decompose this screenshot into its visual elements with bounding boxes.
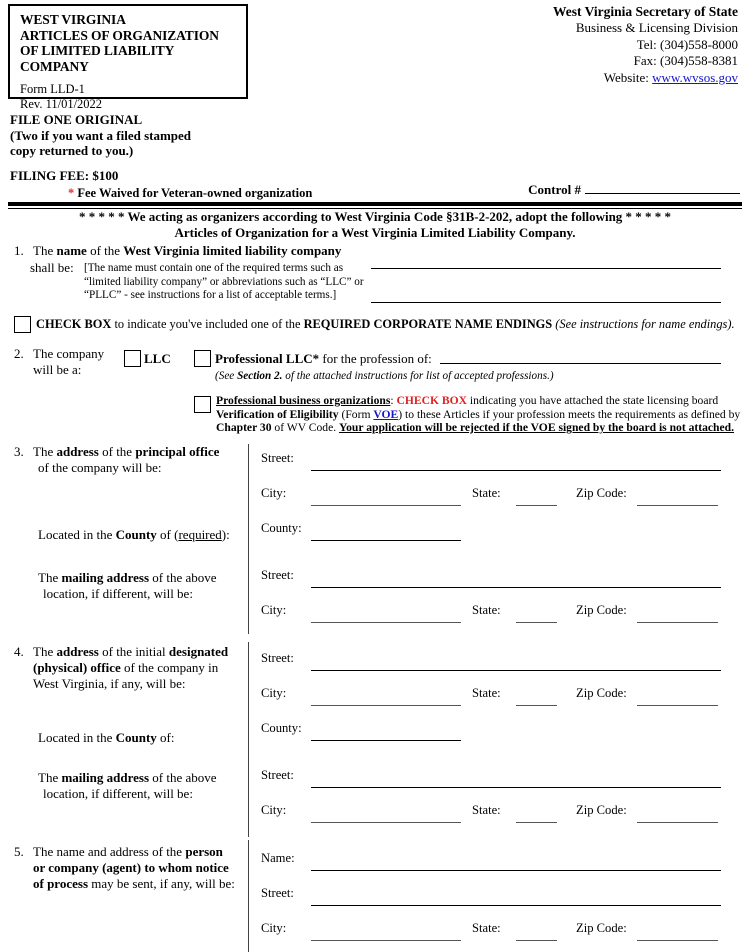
item3-street-label: Street: — [261, 451, 294, 465]
item4-mail-c: of the above — [149, 770, 217, 785]
agency-contact-block — [398, 4, 738, 86]
item5-heading-line3 — [33, 876, 235, 892]
item1-heading — [33, 243, 363, 259]
item5-person-bold: person — [185, 844, 223, 859]
prof-colon: : — [390, 394, 397, 407]
item3-county-field-label: County: — [261, 521, 302, 535]
control-number-field[interactable] — [528, 182, 740, 198]
section5-vertical-divider — [248, 840, 249, 952]
item4-mail-state-label: State: — [472, 803, 501, 817]
filing-fee-label: FILING FEE: $100 — [10, 168, 119, 183]
item4-county-post: of: — [156, 730, 175, 745]
item3-county-bold: County — [115, 527, 157, 542]
prof-rejection-warning: Your application will be rejected if the VOE signed by the board is not attached. — [339, 421, 734, 435]
form-title-line3: OF LIMITED LIABILITY COMPANY — [20, 43, 174, 74]
item2-see-section-note — [215, 370, 554, 384]
agency-division: Business & Licensing Division — [575, 20, 738, 36]
item3-address-bold: address — [56, 444, 99, 459]
item4-mail-a: The — [38, 770, 62, 785]
item1-checkbox-bold: REQUIRED CORPORATE NAME ENDINGS — [303, 317, 553, 331]
item1-bracket-instructions: [The name must contain one of the required terms such as “limited liability company” or abbreviations such as “LLC” or “PLLC” - see instructions for a list of acceptable terms.] — [84, 262, 364, 302]
item1-bold-entity: West Virginia limited liability company — [123, 243, 342, 258]
item3-mail-zip-label: Zip Code: — [576, 603, 627, 617]
item1-lead: The — [33, 243, 57, 258]
item3-heading-line1 — [33, 444, 219, 460]
item1-name-line-1[interactable] — [371, 268, 721, 269]
chapter-30-bold: Chapter 30 — [216, 421, 272, 435]
item5-name-input[interactable] — [311, 870, 721, 871]
item5-street-input[interactable] — [311, 905, 721, 906]
professional-llc-row — [215, 351, 432, 367]
fee-waived-text: Fee Waived for Veteran-owned organization — [74, 186, 313, 200]
item3-county-post: of ( — [156, 527, 179, 542]
item4-mailing-line2: location, if different, will be: — [43, 786, 193, 801]
item4-mail-zip-label: Zip Code: — [576, 803, 627, 817]
section3-vertical-divider — [248, 444, 249, 634]
item1-checkbox-pre: CHECK BOX — [36, 317, 112, 331]
preamble-stars-right: * * * * * — [625, 209, 672, 224]
item5-zip-input[interactable] — [637, 940, 718, 941]
website-label: Website: — [603, 69, 653, 85]
item1-checkbox-italic: (See instructions for name endings). — [552, 317, 735, 331]
website-link[interactable]: www.wvsos.gov — [652, 69, 738, 85]
item4-designated-bold: designated — [168, 644, 229, 659]
item5-city-input[interactable] — [311, 940, 461, 941]
item3-heading-line2: of the company will be: — [38, 460, 162, 475]
item3-county-label — [38, 527, 230, 543]
agency-name: West Virginia Secretary of State — [553, 4, 738, 19]
see-section-post: of the attached instructions for list of accepted professions.) — [282, 370, 554, 382]
item3-state-label: State: — [472, 486, 501, 500]
form-revision-date: Rev. 11/01/2022 — [20, 97, 103, 111]
prof-text-1: indicating you have attached the state licensing board — [467, 394, 719, 407]
item5-a: The name and address of the — [33, 844, 186, 859]
item3-city-input[interactable] — [311, 505, 461, 506]
item4-heading-line2 — [33, 660, 218, 676]
item5-state-input[interactable] — [516, 940, 557, 941]
item4-mail-street-input[interactable] — [311, 787, 721, 788]
item3-mail-state-label: State: — [472, 603, 501, 617]
item3-county-end: ): — [221, 527, 230, 542]
fee-waived-asterisk: * — [68, 186, 75, 200]
item4-heading-line1 — [33, 644, 228, 660]
preamble-stars-left: * * * * * — [78, 209, 125, 224]
item4-physical-office-bold: (physical) office — [33, 660, 121, 675]
item4-mailing-line1 — [38, 770, 217, 786]
item5-process-bold: of process — [33, 876, 89, 891]
item4-state-input[interactable] — [516, 705, 557, 706]
profession-input-line[interactable] — [440, 363, 721, 364]
item5-zip-label: Zip Code: — [576, 921, 627, 935]
item3-zip-label: Zip Code: — [576, 486, 627, 500]
item3-county-input[interactable] — [311, 540, 461, 541]
item1-name-line-2[interactable] — [371, 302, 721, 303]
item3-mailing-line1 — [38, 570, 217, 586]
item5-agent-bold: or company (agent) to whom notice — [33, 860, 229, 875]
control-number-input-line[interactable] — [585, 182, 740, 194]
item3-city-label: City: — [261, 486, 287, 500]
item5-heading-line1 — [33, 844, 223, 860]
professional-llc-checkbox[interactable] — [194, 350, 211, 367]
professional-llc-label: Professional LLC* — [215, 351, 320, 366]
file-one-note-line2: copy returned to you.) — [10, 143, 134, 159]
item5-state-label: State: — [472, 921, 501, 935]
section-divider-thick — [8, 202, 742, 206]
preamble-line1 — [0, 209, 750, 225]
item1-mid: of the — [86, 243, 124, 258]
control-number-label: Control # — [528, 182, 581, 197]
item4-number: 4. — [14, 644, 24, 659]
item5-number: 5. — [14, 844, 24, 859]
voe-link[interactable]: VOE — [373, 407, 399, 421]
file-one-note-line1: (Two if you want a filed stamped — [10, 127, 192, 143]
prof-bold-lead: Professional business organizations — [216, 394, 391, 407]
item1-bold-name: name — [56, 243, 87, 258]
item3-county-required: required — [178, 527, 222, 542]
preamble-text: We acting as organizers according to West Virginia Code §31B-2-202, adopt the following — [124, 209, 626, 224]
item3-mail-state-input[interactable] — [516, 622, 557, 623]
prof-text-3: ) to these Articles if your profession meets the requirements as defined by — [398, 407, 741, 421]
llc-checkbox[interactable] — [124, 350, 141, 367]
item5-name-label: Name: — [261, 851, 295, 865]
file-one-original-heading: FILE ONE ORIGINAL — [10, 112, 143, 127]
item5-city-label: City: — [261, 921, 287, 935]
item4-zip-label: Zip Code: — [576, 686, 627, 700]
file-one-original-block — [10, 112, 191, 159]
item4-mail-city-label: City: — [261, 803, 287, 817]
item4-heading-line3: West Virginia, if any, will be: — [33, 676, 186, 691]
item4-street-input[interactable] — [311, 670, 721, 671]
section4-vertical-divider — [248, 642, 249, 837]
item3-mail-c: of the above — [149, 570, 217, 585]
item4-c: of the initial — [98, 644, 169, 659]
required-name-endings-checkbox[interactable] — [14, 316, 31, 333]
item1-shall-be-label: shall be: — [30, 260, 74, 275]
prof-verification-bold: Verification of Eligibility — [216, 407, 339, 421]
item4-mail-street-label: Street: — [261, 768, 294, 782]
item3-mail-city-input[interactable] — [311, 622, 461, 623]
prof-checkbox-red: CHECK BOX — [396, 394, 468, 407]
prof-text-2: (Form — [338, 407, 374, 421]
item2-label-line2: will be a: — [33, 362, 82, 377]
item3-mail-city-label: City: — [261, 603, 287, 617]
form-title-line2: ARTICLES OF ORGANIZATION — [20, 27, 219, 43]
item2-professional-paragraph — [216, 394, 746, 435]
item3-a: The — [33, 444, 57, 459]
fee-waived-note — [68, 186, 312, 201]
item5-heading-line2 — [33, 860, 229, 876]
item3-mailing-line2: location, if different, will be: — [43, 586, 193, 601]
item3-zip-input[interactable] — [637, 505, 718, 506]
agency-telephone: Tel: (304)558-8000 — [636, 36, 738, 52]
item4-state-label: State: — [472, 686, 501, 700]
item3-mail-street-label: Street: — [261, 568, 294, 582]
form-title-box — [8, 4, 248, 111]
item4-street-label: Street: — [261, 651, 294, 665]
item4-address-bold: address — [56, 644, 99, 659]
item3-county-pre: Located in the — [38, 527, 116, 542]
item4-line2-b: of the company in — [120, 660, 219, 675]
item4-county-bold: County — [115, 730, 157, 745]
item4-county-pre: Located in the — [38, 730, 116, 745]
see-section-pre: (See — [215, 370, 238, 382]
item5-line3-b: may be sent, if any, will be: — [88, 876, 235, 891]
item1-checkbox-text — [36, 317, 746, 333]
item1-checkbox-mid: to indicate you've included one of the — [111, 317, 304, 331]
item4-mail-zip-input[interactable] — [637, 822, 718, 823]
item2-label-line1: The company — [33, 346, 105, 361]
item3-street-input[interactable] — [311, 470, 721, 471]
professional-verification-checkbox[interactable] — [194, 396, 211, 413]
item4-mail-city-input[interactable] — [311, 822, 461, 823]
item4-mail-state-input[interactable] — [516, 822, 557, 823]
item4-county-field-label: County: — [261, 721, 302, 735]
item3-principal-office-bold: principal office — [135, 444, 220, 459]
preamble-block — [0, 209, 750, 241]
form-title-line1: WEST VIRGINIA — [20, 12, 126, 27]
item4-mailing-address-bold: mailing address — [61, 770, 149, 785]
see-section-bold: Section 2. — [237, 370, 283, 382]
item3-state-input[interactable] — [516, 505, 557, 506]
item3-mail-street-input[interactable] — [311, 587, 721, 588]
item3-c: of the — [98, 444, 136, 459]
item1-number: 1. — [14, 243, 24, 258]
item3-mailing-address-bold: mailing address — [61, 570, 149, 585]
item4-zip-input[interactable] — [637, 705, 718, 706]
item4-county-input[interactable] — [311, 740, 461, 741]
form-number: Form LLD-1 — [20, 82, 85, 96]
prof-text-4: of WV Code. — [271, 421, 340, 435]
item3-mail-a: The — [38, 570, 62, 585]
item3-mail-zip-input[interactable] — [637, 622, 718, 623]
preamble-line2: Articles of Organization for a West Virginia Limited Liability Company. — [174, 225, 576, 240]
agency-fax: Fax: (304)558-8381 — [633, 53, 738, 69]
item2-number: 2. — [14, 346, 24, 361]
item4-city-label: City: — [261, 686, 287, 700]
item5-street-label: Street: — [261, 886, 294, 900]
item4-city-input[interactable] — [311, 705, 461, 706]
professional-llc-suffix: for the profession of: — [319, 351, 432, 366]
item4-a: The — [33, 644, 57, 659]
llc-label: LLC — [144, 351, 171, 366]
agency-website-row — [398, 70, 738, 86]
item3-number: 3. — [14, 444, 24, 459]
item4-county-label — [38, 730, 175, 746]
